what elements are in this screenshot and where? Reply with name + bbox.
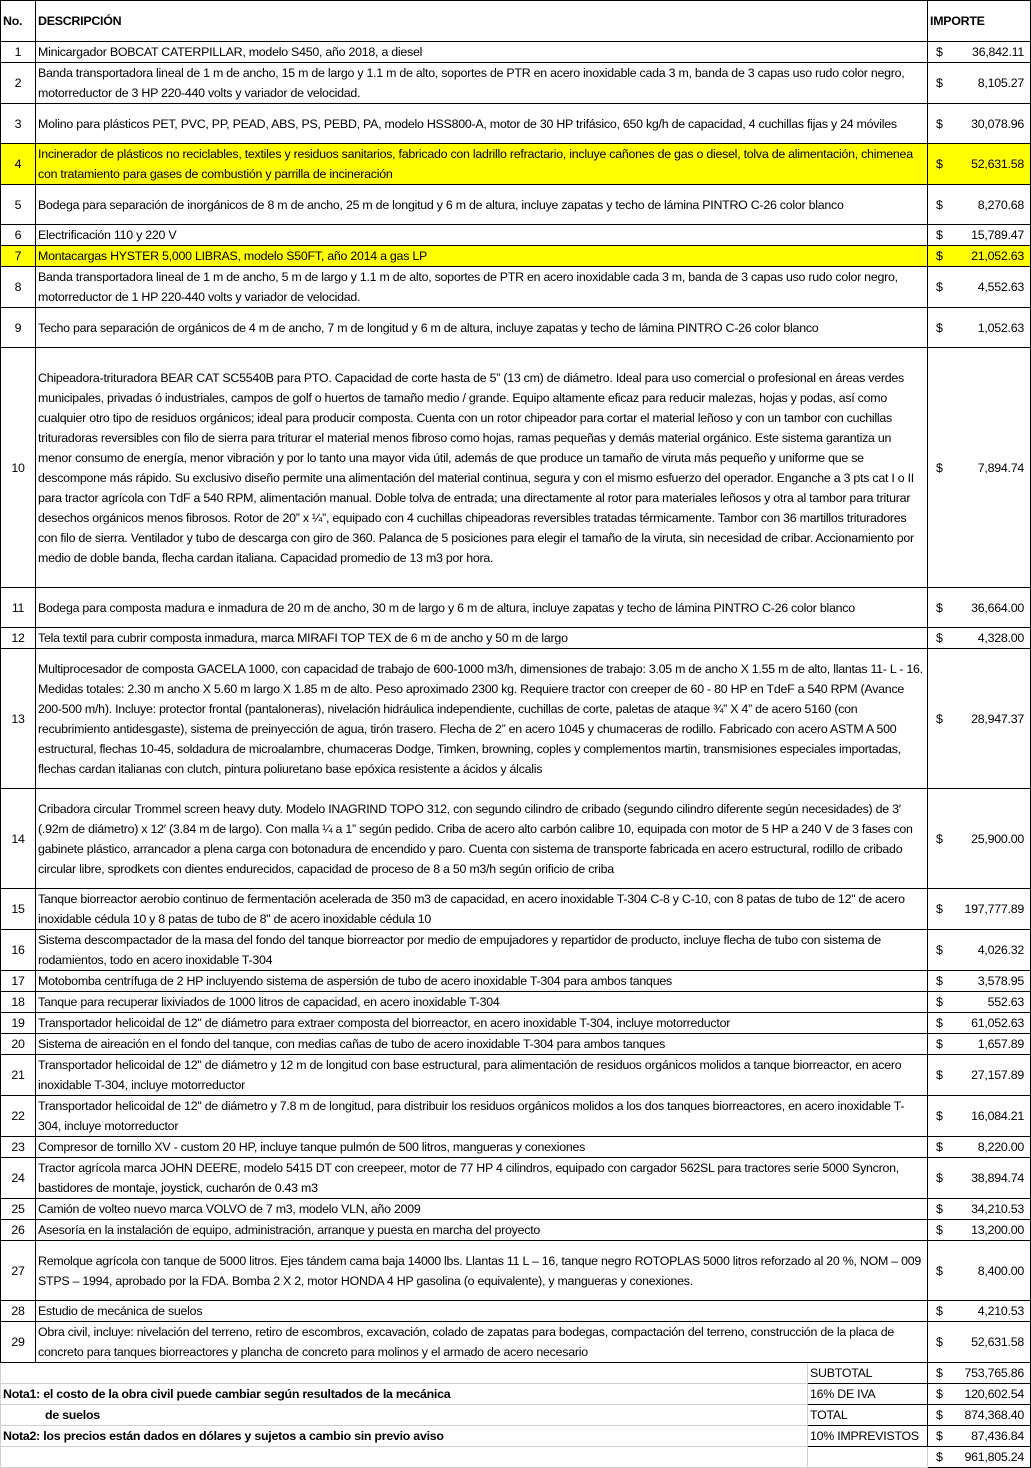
item-amount: 1,657.89 xyxy=(977,1037,1024,1051)
item-amount-cell xyxy=(928,63,1031,104)
item-amount-cell xyxy=(928,930,1031,971)
item-amount: 28,947.37 xyxy=(971,711,1024,726)
item-number: 29 xyxy=(1,1322,36,1363)
table-row xyxy=(1,42,1031,63)
table-row xyxy=(1,1199,1031,1220)
item-amount: 16,084.21 xyxy=(971,1109,1024,1123)
table-row xyxy=(1,1096,1031,1137)
item-number: 28 xyxy=(1,1301,36,1322)
item-number: 26 xyxy=(1,1220,36,1241)
item-amount: 8,400.00 xyxy=(977,1263,1024,1278)
item-description: Motobomba centrífuga de 2 HP incluyendo sistema de aspersión de tubo de acero inoxidable T-304 para ambos tanques xyxy=(36,971,928,992)
item-description: Transportador helicoidal de 12" de diámetro y 7.8 m de longitud, para distribuir los residuos orgánicos molidos a los dos tanques biorreactores, en acero inoxidable T-304, incluye motorreductor xyxy=(36,1096,928,1137)
table-row xyxy=(1,649,1031,789)
currency-symbol: $ xyxy=(936,76,943,90)
item-amount-cell xyxy=(928,104,1031,144)
item-amount: 13,200.00 xyxy=(971,1223,1024,1237)
currency-symbol: $ xyxy=(936,45,943,59)
currency-symbol: $ xyxy=(936,1223,943,1237)
currency-symbol: $ xyxy=(936,711,943,726)
item-description: Estudio de mecánica de suelos xyxy=(36,1301,928,1322)
item-amount-cell xyxy=(928,1241,1031,1301)
item-amount-cell xyxy=(928,246,1031,267)
item-amount: 1,052.63 xyxy=(977,320,1024,335)
table-row xyxy=(1,348,1031,588)
item-amount: 15,789.47 xyxy=(971,228,1024,242)
item-description: Minicargador BOBCAT CATERPILLAR, modelo S450, año 2018, a diesel xyxy=(36,42,928,63)
item-description: Cribadora circular Trommel screen heavy duty. Modelo INAGRIND TOPO 312, con segundo cilindro de cribado (segundo cilindro diferente según necesidades) de 3′ (.92m de diámetro) x 12′ (3.84 m de largo). Con malla ¼ a 1” según pedido. Criba de acero alto carbón calibre 10, equipada con motor de 5 HP a 240 V de 3 fases con gabinete plástico, arrancador a plena carga con botonadura de encendido y paro. Cuenta con sistema de transporte fabricada en acero estructural, rodillo de cribado circular libre, sprodkets con dientes endurecidos, capacidad de proceso de 8 a 50 m3/h según orificio de criba xyxy=(36,789,928,889)
item-number: 7 xyxy=(1,246,36,267)
item-amount-cell xyxy=(928,42,1031,63)
item-description: Transportador helicoidal de 12" de diámetro para extraer composta del biorreactor, en acero inoxidable T-304, incluye motorreductor xyxy=(36,1013,928,1034)
item-amount-cell xyxy=(928,267,1031,308)
item-description: Incinerador de plásticos no reciclables, textiles y residuos sanitarios, fabricado con ladrillo refractario, incluye cañones de gas o diesel, tolva de alimentación, chimenea con tratamiento para gases de combustión y parrilla de incineración xyxy=(36,144,928,185)
summary-label: 10% IMPREVISTOS xyxy=(808,1426,928,1447)
table-row xyxy=(1,1241,1031,1301)
summary-amount-cell xyxy=(928,1405,1031,1426)
item-amount: 4,328.00 xyxy=(977,631,1024,645)
item-amount-cell xyxy=(928,992,1031,1013)
item-description: Obra civil, incluye: nivelación del terreno, retiro de escombros, excavación, colado de zapatas para bodegas, compactación del terreno, construcción de la placa de concreto para tanques biorreactores y plancha de concreto para molinos y el armado de acero necesario xyxy=(36,1322,928,1363)
item-amount-cell xyxy=(928,1199,1031,1220)
table-row xyxy=(1,1055,1031,1096)
item-amount-cell xyxy=(928,1034,1031,1055)
summary-amount: 874,368.40 xyxy=(964,1408,1024,1422)
item-number: 27 xyxy=(1,1241,36,1301)
table-row xyxy=(1,308,1031,348)
item-number: 9 xyxy=(1,308,36,348)
summary-label: 16% DE IVA xyxy=(808,1384,928,1405)
item-number: 15 xyxy=(1,889,36,930)
item-number: 6 xyxy=(1,225,36,246)
currency-symbol: $ xyxy=(936,1429,943,1443)
table-row xyxy=(1,267,1031,308)
item-amount: 27,157.89 xyxy=(971,1068,1024,1082)
currency-symbol: $ xyxy=(936,943,943,957)
summary-row xyxy=(1,1426,1031,1447)
table-row xyxy=(1,628,1031,649)
item-amount: 36,842.11 xyxy=(972,45,1024,59)
summary-row xyxy=(1,1405,1031,1426)
header-row xyxy=(1,1,1031,42)
summary-amount-cell xyxy=(928,1426,1031,1447)
currency-symbol: $ xyxy=(936,228,943,242)
table-row xyxy=(1,971,1031,992)
table-row xyxy=(1,930,1031,971)
table-row xyxy=(1,63,1031,104)
item-number: 21 xyxy=(1,1055,36,1096)
summary-label: SUBTOTAL xyxy=(808,1363,928,1384)
table-row xyxy=(1,889,1031,930)
currency-symbol: $ xyxy=(936,1109,943,1123)
table-row xyxy=(1,1301,1031,1322)
item-number: 18 xyxy=(1,992,36,1013)
item-amount: 25,900.00 xyxy=(971,831,1024,846)
item-number: 5 xyxy=(1,185,36,225)
item-amount: 30,078.96 xyxy=(971,116,1024,131)
item-amount-cell xyxy=(928,588,1031,628)
item-amount-cell xyxy=(928,889,1031,930)
item-amount-cell xyxy=(928,1137,1031,1158)
item-number: 4 xyxy=(1,144,36,185)
currency-symbol: $ xyxy=(936,460,943,475)
currency-symbol: $ xyxy=(936,1037,943,1051)
currency-symbol: $ xyxy=(936,1450,943,1464)
item-amount-cell xyxy=(928,308,1031,348)
currency-symbol: $ xyxy=(936,902,943,916)
item-amount: 197,777.89 xyxy=(964,902,1024,916)
table-row xyxy=(1,1137,1031,1158)
header-amount: IMPORTE xyxy=(928,1,1031,42)
summary-amount-cell xyxy=(928,1363,1031,1384)
item-description: Bodega para composta madura e inmadura de 20 m de ancho, 30 m de largo y 6 m de altura, incluye zapatas y techo de lámina PINTRO C-26 color blanco xyxy=(36,588,928,628)
currency-symbol: $ xyxy=(936,249,943,263)
item-amount-cell xyxy=(928,649,1031,789)
item-number: 23 xyxy=(1,1137,36,1158)
currency-symbol: $ xyxy=(936,974,943,988)
item-description: Chipeadora-trituradora BEAR CAT SC5540B para PTO. Capacidad de corte hasta de 5” (13 cm) de diámetro. Ideal para uso comercial o profesional en áreas verdes municipales, privadas ó industriales, campos de golf o huertos de tamaño medio / grande. Equipo altamente eficaz para reducir malezas, hojas y podas, así como cualquier otro tipo de residuos orgánicos; ideal para producir composta. Cuenta con un rotor chipeador para cortar el material leñoso y con un tambor con cuchillas trituradoras reversibles con filo de sierra para triturar el material menos fibroso como hojas, ramas pequeñas y demás material orgánico. Este sistema garantiza un menor consumo de energía, menor vibración y por lo tanto una mayor vida útil, además de que produce un tamaño de viruta más pequeño y uniforme que se descompone más rápido. Su exclusivo diseño permite una alimentación del material continua, segura y con el mismo esfuerzo del operador. Enganche a 3 pts cat I o II para tractor agrícola con TdF a 540 RPM, alimentación manual. Doble tolva de entrada; una directamente al rotor para materiales leñosos y otra al tambor para triturar desechos orgánicos menos fibrosos. Rotor de 20” x ¼”, equipado con 4 cuchillas chipeadoras reversibles tratadas térmicamente. Tambor con 36 martillos trituradores con filo de sierra. Ventilador y tubo de descarga con giro de 360. Palanca de 5 posiciones para elegir el tamaño de la viruta, sin necesidad de cribar. Accionamiento por medio de doble banda, flecha cardan italiana. Capacidad promedio de 13 m3 por hora. xyxy=(36,348,928,588)
table-row xyxy=(1,185,1031,225)
item-amount: 4,026.32 xyxy=(977,943,1024,957)
item-number: 3 xyxy=(1,104,36,144)
item-amount: 52,631.58 xyxy=(971,1335,1024,1349)
item-description: Sistema de aireación en el fondo del tanque, con medias cañas de tubo de acero inoxidable T-304 para ambos tanques xyxy=(36,1034,928,1055)
note-text: Nota1: el costo de la obra civil puede cambiar según resultados de la mecánica xyxy=(1,1384,808,1405)
item-number: 1 xyxy=(1,42,36,63)
item-amount-cell xyxy=(928,1301,1031,1322)
item-description: Banda transportadora lineal de 1 m de ancho, 5 m de largo y 1.1 m de alto, soportes de PTR en acero inoxidable cada 3 m, banda de 3 capas uso rudo color negro, motorreductor de 1 HP 220-440 volts y variador de velocidad. xyxy=(36,267,928,308)
item-amount: 52,631.58 xyxy=(971,157,1024,171)
table-row xyxy=(1,789,1031,889)
currency-symbol: $ xyxy=(936,1366,943,1380)
item-amount: 36,664.00 xyxy=(971,600,1024,615)
currency-symbol: $ xyxy=(936,197,943,212)
item-amount-cell xyxy=(928,1013,1031,1034)
table-row xyxy=(1,1034,1031,1055)
item-description: Asesoría en la instalación de equipo, administración, arranque y puesta en marcha del proyecto xyxy=(36,1220,928,1241)
currency-symbol: $ xyxy=(936,631,943,645)
table-row xyxy=(1,104,1031,144)
item-number: 20 xyxy=(1,1034,36,1055)
currency-symbol: $ xyxy=(936,116,943,131)
item-amount-cell xyxy=(928,348,1031,588)
item-amount-cell xyxy=(928,185,1031,225)
currency-symbol: $ xyxy=(936,157,943,171)
item-number: 12 xyxy=(1,628,36,649)
table-row xyxy=(1,588,1031,628)
item-number: 11 xyxy=(1,588,36,628)
item-amount-cell xyxy=(928,225,1031,246)
item-amount-cell xyxy=(928,1158,1031,1199)
table-row xyxy=(1,1013,1031,1034)
item-amount: 8,270.68 xyxy=(977,197,1024,212)
note-text xyxy=(1,1447,808,1468)
item-amount-cell xyxy=(928,789,1031,889)
currency-symbol: $ xyxy=(936,1016,943,1030)
item-number: 22 xyxy=(1,1096,36,1137)
table-row xyxy=(1,1220,1031,1241)
item-amount: 21,052.63 xyxy=(971,249,1024,263)
item-amount: 7,894.74 xyxy=(977,460,1024,475)
item-description: Tanque para recuperar lixiviados de 1000 litros de capacidad, en acero inoxidable T-304 xyxy=(36,992,928,1013)
item-amount: 38,894.74 xyxy=(971,1171,1024,1185)
summary-label: TOTAL xyxy=(808,1405,928,1426)
item-number: 17 xyxy=(1,971,36,992)
item-description: Transportador helicoidal de 12" de diámetro y 12 m de longitud con base estructural, para alimentación de residuos orgánicos molidos a tanque biorreactor, en acero inoxidable T-304, incluye motorreductor xyxy=(36,1055,928,1096)
summary-amount: 961,805.24 xyxy=(964,1450,1024,1464)
summary-row xyxy=(1,1447,1031,1468)
item-number: 8 xyxy=(1,267,36,308)
summary-row xyxy=(1,1363,1031,1384)
currency-symbol: $ xyxy=(936,1387,943,1401)
item-description: Multiprocesador de composta GACELA 1000, con capacidad de trabajo de 600-1000 m3/h, dimensiones de trabajo: 3.05 m de ancho X 1.55 m de alto, llantas 11- L - 16. Medidas totales: 2.30 m ancho X 5.60 m largo X 1.85 m de alto. Peso aproximado 2300 kg. Requiere tractor con creeper de 60 - 80 HP en TdeF a 540 RPM (Avance 200-500 m/h). Incluye: protector frontal (pantaloneras), nivelación hidráulica independiente, cuchillas de corte, paletas de ataque ¾” X 4” de acero 5160 (con recubrimiento antidesgaste), sistema de preinyección de agua, tirón trasero. Flecha de 2” en acero 1045 y chumaceras de rodillo. Fabricado con acero ASTM A 500 estructural, flechas 10-45, soldadura de microalambre, chumaceras Dodge, Timken, browning, coples y complementos martin, transmisiones especiales importadas, flechas cardan italianas con clutch, pintura poliuretano base epóxica resistente a ácidos y álcalis xyxy=(36,649,928,789)
item-description: Tela textil para cubrir composta inmadura, marca MIRAFI TOP TEX de 6 m de ancho y 50 m de largo xyxy=(36,628,928,649)
currency-symbol: $ xyxy=(936,995,943,1009)
table-row xyxy=(1,246,1031,267)
currency-symbol: $ xyxy=(936,1068,943,1082)
table-row xyxy=(1,225,1031,246)
item-amount: 4,210.53 xyxy=(977,1304,1024,1318)
item-amount-cell xyxy=(928,628,1031,649)
item-number: 19 xyxy=(1,1013,36,1034)
item-description: Tanque biorreactor aerobio continuo de fermentación acelerada de 350 m3 de capacidad, en acero inoxidable T-304 C-8 y C-10, con 8 patas de tubo de 12" de acero inoxidable cédula 10 y 8 patas de tubo de 8" de acero inoxidable cédula 10 xyxy=(36,889,928,930)
item-description: Bodega para separación de inorgánicos de 8 m de ancho, 25 m de longitud y 6 m de altura, incluye zapatas y techo de lámina PINTRO C-26 color blanco xyxy=(36,185,928,225)
summary-row xyxy=(1,1384,1031,1405)
item-description: Remolque agrícola con tanque de 5000 litros. Ejes tándem cama baja 14000 lbs. Llantas 11 L – 16, tanque negro ROTOPLAS 5000 litros reforzado al 20 %, NOM – 009 STPS – 1994, aprobado por la FDA. Bomba 2 X 2, motor HONDA 4 HP gasolina (o equivalente), y mangueras y conexiones. xyxy=(36,1241,928,1301)
item-amount-cell xyxy=(928,144,1031,185)
item-number: 16 xyxy=(1,930,36,971)
note-text: Nota2: los precios están dados en dólares y sujetos a cambio sin previo aviso xyxy=(1,1426,808,1447)
item-amount-cell xyxy=(928,1055,1031,1096)
summary-amount: 87,436.84 xyxy=(971,1429,1024,1443)
table-row xyxy=(1,1158,1031,1199)
item-amount: 552.63 xyxy=(987,995,1024,1009)
item-description: Tractor agrícola marca JOHN DEERE, modelo 5415 DT con creepeer, motor de 77 HP 4 cilindros, equipado con cargador 562SL para tractores serie 5000 Syncron, bastidores de montaje, joystick, cucharón de 0.43 m3 xyxy=(36,1158,928,1199)
summary-amount: 753,765.86 xyxy=(964,1366,1024,1380)
note-text xyxy=(1,1363,808,1384)
item-amount-cell xyxy=(928,1220,1031,1241)
currency-symbol: $ xyxy=(936,280,943,294)
header-no: No. xyxy=(1,1,36,42)
header-description: DESCRIPCIÓN xyxy=(36,1,928,42)
item-amount: 61,052.63 xyxy=(971,1016,1024,1030)
item-description: Montacargas HYSTER 5,000 LIBRAS, modelo S50FT, año 2014 a gas LP xyxy=(36,246,928,267)
currency-symbol: $ xyxy=(936,600,943,615)
item-amount-cell xyxy=(928,1096,1031,1137)
item-number: 2 xyxy=(1,63,36,104)
item-number: 24 xyxy=(1,1158,36,1199)
item-description: Techo para separación de orgánicos de 4 m de ancho, 7 m de longitud y 6 m de altura, incluye zapatas y techo de lámina PINTRO C-26 color blanco xyxy=(36,308,928,348)
currency-symbol: $ xyxy=(936,1335,943,1349)
item-amount: 8,105.27 xyxy=(977,76,1024,90)
summary-amount: 120,602.54 xyxy=(964,1387,1024,1401)
note-text: de suelos xyxy=(1,1405,808,1426)
currency-symbol: $ xyxy=(936,831,943,846)
item-amount: 3,578.95 xyxy=(977,974,1024,988)
item-description: Sistema descompactador de la masa del fondo del tanque biorreactor por medio de empujadores y repartidor de producto, incluye flecha de tubo con sistema de rodamientos, todo en acero inoxidable T-304 xyxy=(36,930,928,971)
summary-amount-cell xyxy=(928,1447,1031,1468)
table-row xyxy=(1,144,1031,185)
currency-symbol: $ xyxy=(936,1202,943,1216)
item-description: Molino para plásticos PET, PVC, PP, PEAD, ABS, PS, PEBD, PA, modelo HSS800-A, motor de 30 HP trifásico, 650 kg/h de capacidad, 4 cuchillas fijas y 24 móviles xyxy=(36,104,928,144)
currency-symbol: $ xyxy=(936,320,943,335)
item-amount: 4,552.63 xyxy=(977,280,1024,294)
item-number: 14 xyxy=(1,789,36,889)
item-description: Compresor de tornillo XV - custom 20 HP, incluye tanque pulmón de 500 litros, mangueras y conexiones xyxy=(36,1137,928,1158)
item-number: 25 xyxy=(1,1199,36,1220)
item-amount-cell xyxy=(928,971,1031,992)
item-description: Camión de volteo nuevo marca VOLVO de 7 m3, modelo VLN, año 2009 xyxy=(36,1199,928,1220)
summary-label xyxy=(808,1447,928,1468)
currency-symbol: $ xyxy=(936,1171,943,1185)
item-amount: 34,210.53 xyxy=(971,1202,1024,1216)
item-amount: 8,220.00 xyxy=(977,1140,1024,1154)
item-amount-cell xyxy=(928,1322,1031,1363)
currency-symbol: $ xyxy=(936,1304,943,1318)
item-description: Banda transportadora lineal de 1 m de ancho, 15 m de largo y 1.1 m de alto, soportes de PTR en acero inoxidable cada 3 m, banda de 3 capas uso rudo color negro, motorreductor de 3 HP 220-440 volts y variador de velocidad. xyxy=(36,63,928,104)
table-row xyxy=(1,1322,1031,1363)
summary-amount-cell xyxy=(928,1384,1031,1405)
currency-symbol: $ xyxy=(936,1140,943,1154)
table-row xyxy=(1,992,1031,1013)
item-description: Electrificación 110 y 220 V xyxy=(36,225,928,246)
currency-symbol: $ xyxy=(936,1408,943,1422)
currency-symbol: $ xyxy=(936,1263,943,1278)
item-number: 10 xyxy=(1,348,36,588)
item-number: 13 xyxy=(1,649,36,789)
